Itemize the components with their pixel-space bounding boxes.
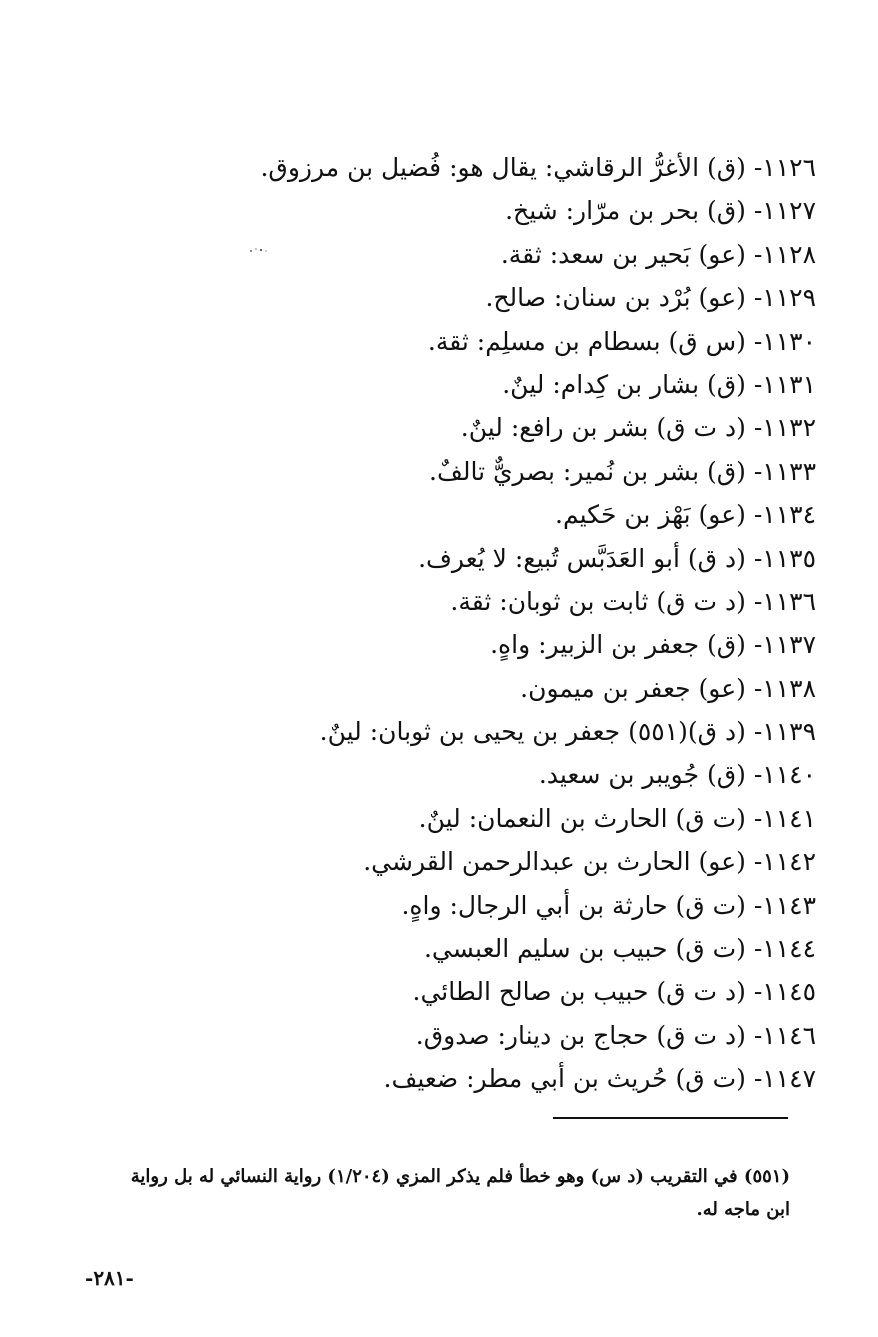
entry-1143: ١١٤٣- (ت ق) حارثة بن أبي الرجال: واهٍ.: [401, 890, 816, 920]
entry-1128: ١١٢٨- (عو) بَحير بن سعد: ثقة.: [500, 239, 816, 269]
entry-1140: ١١٤٠- (ق) جُويبر بن سعيد.: [538, 760, 816, 790]
entry-1138: ١١٣٨- (عو) جعفر بن ميمون.: [520, 673, 816, 703]
page-number: -٢٨١-: [85, 1266, 134, 1290]
entry-1146: ١١٤٦- (د ت ق) حجاج بن دينار: صدوق.: [415, 1020, 816, 1050]
entry-1145: ١١٤٥- (د ت ق) حبيب بن صالح الطائي.: [412, 977, 816, 1007]
entry-1126: ١١٢٦- (ق) الأغرُّ الرقاشي: يقال هو: فُضيل بن مرزوق.: [260, 153, 816, 182]
entry-1131: ١١٣١- (ق) بشار بن كِدام: لينٌ.: [502, 369, 816, 399]
entry-list: [116, 146, 816, 1101]
footnote-line-1: (٥٥١) في التقريب (د س) وهو خطأ فلم يذكر المزي (١/٢٠٤) رواية النسائي له بل رواية: [130, 1166, 790, 1187]
entry-1129: ١١٢٩- (عو) بُرْد بن سنان: صالح.: [485, 283, 816, 313]
entry-1141: ١١٤١- (ت ق) الحارث بن النعمان: لينٌ.: [418, 803, 816, 833]
entry-1142: ١١٤٢- (عو) الحارث بن عبدالرحمن القرشي.: [363, 847, 816, 877]
footnote-551: [90, 1160, 790, 1226]
entry-1139: ١١٣٩- (د ق)(٥٥١) جعفر بن يحيى بن ثوبان: لينٌ.: [319, 717, 816, 747]
entry-1136: ١١٣٦- (د ت ق) ثابت بن ثوبان: ثقة.: [450, 586, 816, 616]
entry-1135: ١١٣٥- (د ق) أبو العَدَبَّس تُبيع: لا يُعرف.: [418, 543, 816, 573]
entry-1130: ١١٣٠- (س ق) بسطام بن مسلِم: ثقة.: [427, 326, 816, 356]
footnote-line-2: ابن ماجه له.: [696, 1199, 790, 1220]
entry-1132: ١١٣٢- (د ت ق) بشر بن رافع: لينٌ.: [460, 413, 816, 443]
entry-1144: ١١٤٤- (ت ق) حبيب بن سليم العبسي.: [423, 934, 816, 964]
entry-1147: ١١٤٧- (ت ق) حُريث بن أبي مطر: ضعيف.: [383, 1064, 816, 1094]
scan-speck: [248, 245, 270, 255]
entry-1137: ١١٣٧- (ق) جعفر بن الزبير: واهٍ.: [490, 630, 816, 660]
entry-1134: ١١٣٤- (عو) بَهْز بن حَكيم.: [555, 500, 816, 530]
entry-1133: ١١٣٣- (ق) بشر بن نُمير: بصريٌّ تالفٌ.: [429, 456, 816, 486]
footnote-divider: [553, 1117, 788, 1119]
entry-1127: ١١٢٧- (ق) بحر بن مرّار: شيخ.: [505, 196, 816, 226]
